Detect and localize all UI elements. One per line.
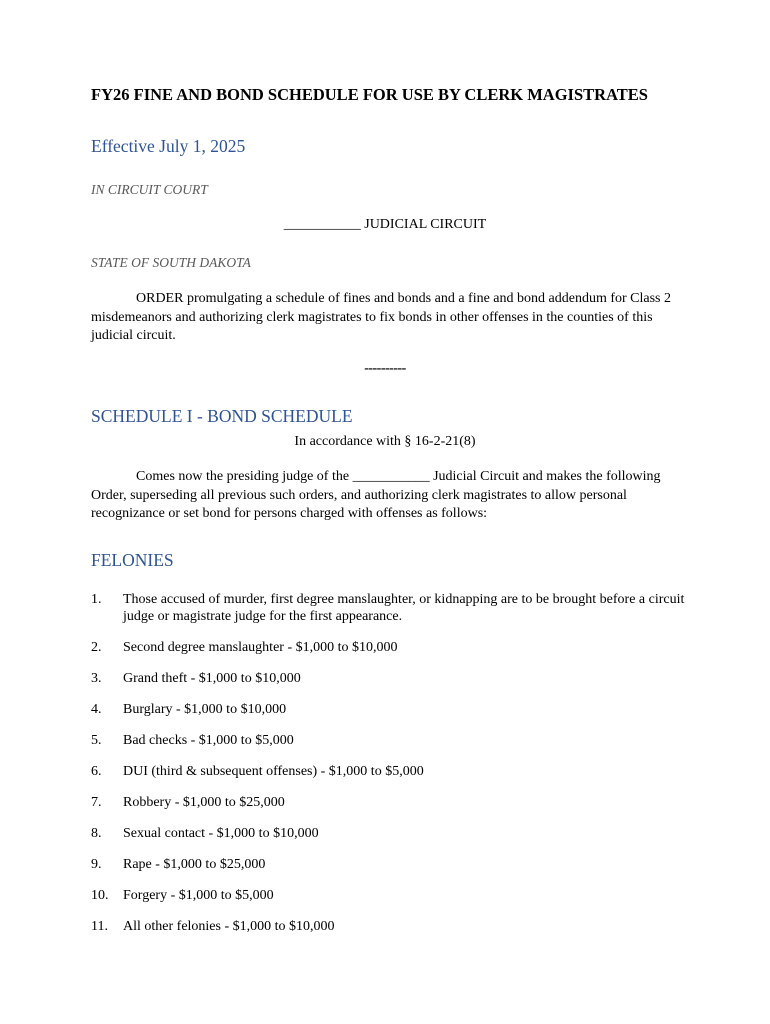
- list-item: [91, 857, 691, 874]
- list-item: [91, 795, 691, 812]
- list-item-text: DUI (third & subsequent offenses) - $1,000 to $5,000: [123, 763, 424, 779]
- statute-reference: In accordance with § 16-2-21(8): [294, 434, 476, 449]
- list-item: [91, 640, 691, 657]
- list-item: [91, 919, 691, 936]
- list-item-text: Second degree manslaughter - $1,000 to $10,000: [123, 639, 398, 655]
- list-item-number: 6.: [91, 763, 102, 779]
- list-item: [91, 592, 691, 625]
- order-paragraph: ORDER promulgating a schedule of fines and bonds and a fine and bond addendum for Class 2 misdemeanors and authorizing clerk magistrates to fix bonds in other offenses in the counties of this judicial circuit.: [91, 291, 672, 343]
- effective-date-heading: Effective July 1, 2025: [91, 136, 246, 156]
- list-item-number: 2.: [91, 639, 102, 655]
- list-item-number: 3.: [91, 670, 102, 686]
- list-item: [91, 702, 691, 719]
- list-item: [91, 826, 691, 843]
- list-item-text: All other felonies - $1,000 to $10,000: [123, 918, 335, 934]
- court-label: IN CIRCUIT COURT: [91, 182, 208, 197]
- list-item: [91, 671, 691, 688]
- list-item-text: Forgery - $1,000 to $5,000: [123, 887, 274, 903]
- list-item-text: Sexual contact - $1,000 to $10,000: [123, 825, 319, 841]
- judicial-circuit-line: ___________ JUDICIAL CIRCUIT: [283, 217, 487, 232]
- list-item-number: 10.: [91, 887, 109, 903]
- list-item-number: 11.: [91, 918, 108, 934]
- list-item-number: 8.: [91, 825, 102, 841]
- list-item-number: 5.: [91, 732, 102, 748]
- list-item: [91, 733, 691, 750]
- section-divider: ----------: [364, 361, 406, 376]
- list-item-text: Burglary - $1,000 to $10,000: [123, 701, 287, 717]
- list-item-text: Bad checks - $1,000 to $5,000: [123, 732, 294, 748]
- list-item: [91, 888, 691, 905]
- intro-paragraph: Comes now the presiding judge of the ___________ Judicial Circuit and makes the following Order, superseding all previous such orders, and authorizing clerk magistrates to allow personal recognizance or set bond for persons charged with offenses as follows:: [91, 469, 661, 521]
- list-item-text: Grand theft - $1,000 to $10,000: [123, 670, 301, 686]
- document-title: FY26 FINE AND BOND SCHEDULE FOR USE BY CLERK MAGISTRATES: [91, 85, 648, 104]
- felonies-heading: FELONIES: [91, 550, 174, 570]
- schedule-heading: SCHEDULE I - BOND SCHEDULE: [91, 406, 353, 426]
- list-item-text: Rape - $1,000 to $25,000: [123, 856, 266, 872]
- felonies-list: [91, 592, 691, 950]
- list-item-number: 7.: [91, 794, 102, 810]
- list-item-number: 4.: [91, 701, 102, 717]
- list-item-text: Robbery - $1,000 to $25,000: [123, 794, 285, 810]
- state-label: STATE OF SOUTH DAKOTA: [91, 255, 251, 270]
- list-item-number: 1.: [91, 592, 102, 607]
- list-item-text: Those accused of murder, first degree manslaughter, or kidnapping are to be brought before a circuit judge or magistrate judge for the first appearance.: [123, 592, 685, 624]
- list-item: [91, 764, 691, 781]
- list-item-number: 9.: [91, 856, 102, 872]
